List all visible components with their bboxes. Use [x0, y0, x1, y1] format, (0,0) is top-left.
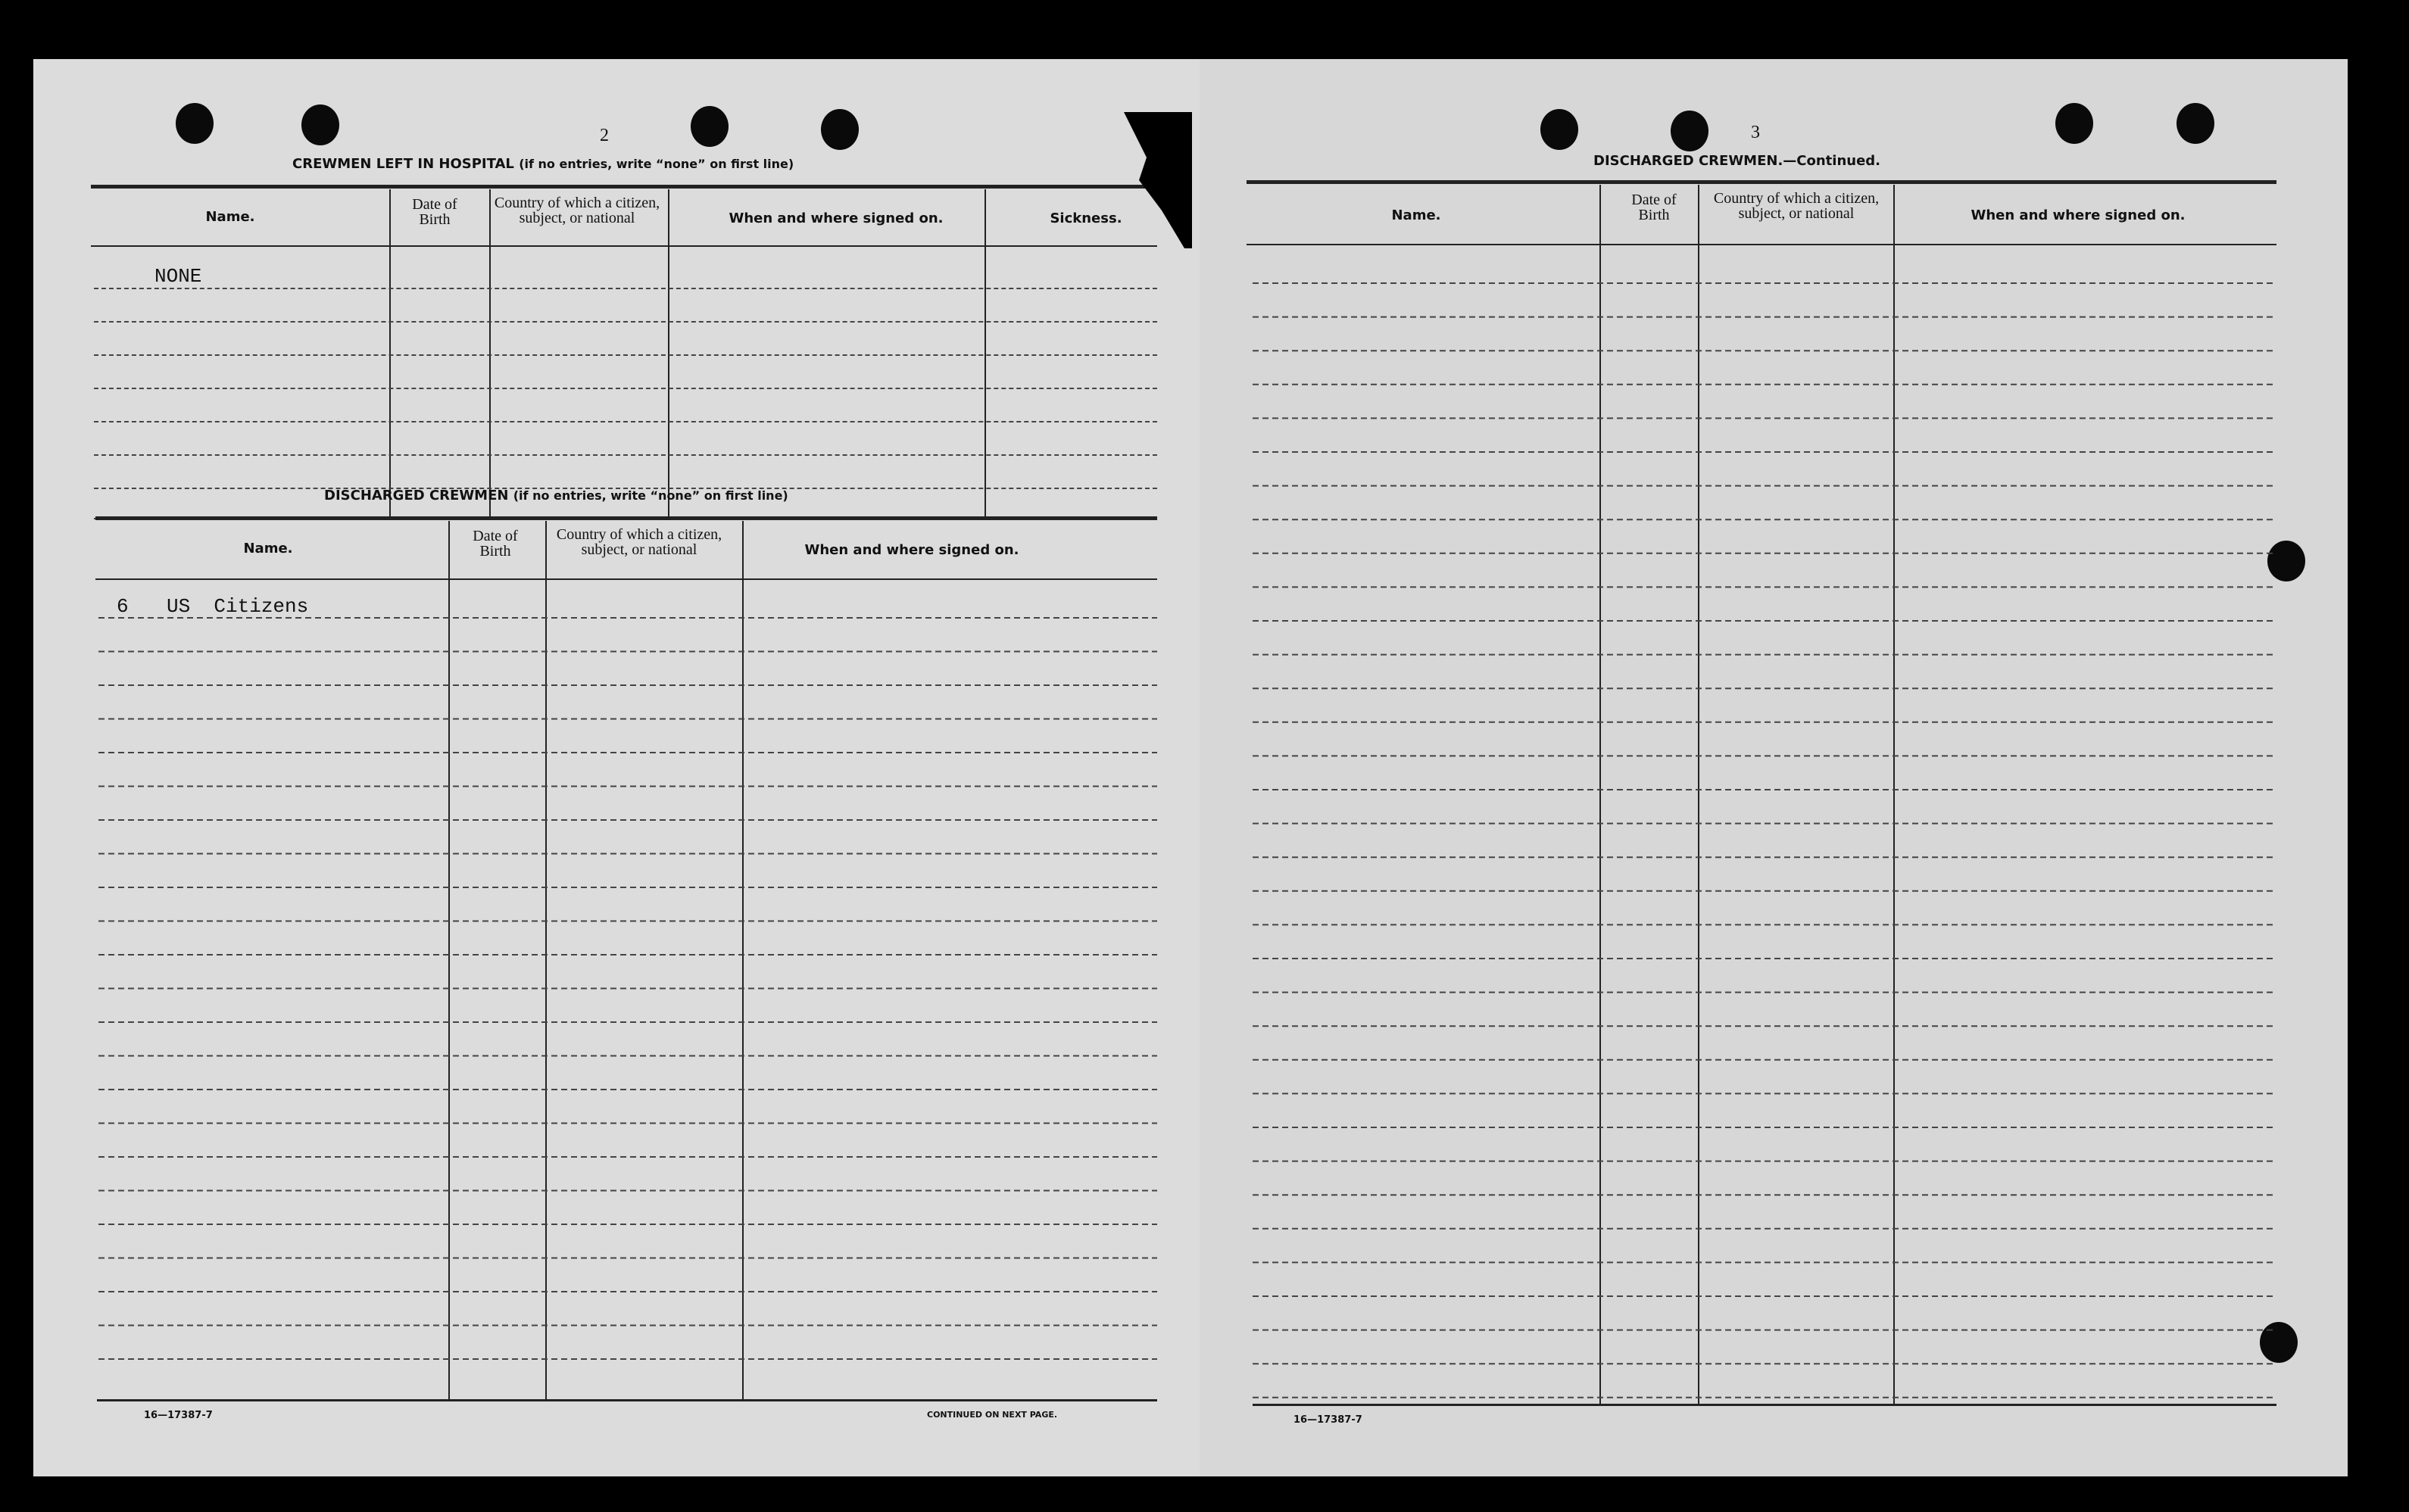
- discharged-instruction: (if no entries, write “none” on first line): [513, 488, 788, 503]
- column-header-name: Name.: [243, 541, 293, 556]
- continued-note: CONTINUED ON NEXT PAGE.: [927, 1410, 1058, 1420]
- form-number: 16—17387-7: [1293, 1414, 1362, 1426]
- column-header-name: Name.: [1391, 207, 1441, 223]
- column-header-signed-on: When and where signed on.: [729, 210, 944, 226]
- discharged-entry-lines: [33, 59, 1200, 1476]
- hospital-instruction: (if no entries, write “none” on first line): [519, 157, 794, 171]
- right-page: [1200, 59, 2348, 1476]
- column-header-date-of-birth: Date of Birth: [473, 528, 518, 560]
- left-page: [33, 59, 1200, 1476]
- column-header-date-of-birth: Date of Birth: [412, 196, 457, 228]
- hospital-entry: NONE: [154, 265, 202, 288]
- discharged-entry-count: 6: [117, 595, 129, 618]
- hospital-title-text: CREWMEN LEFT IN HOSPITAL: [292, 156, 514, 172]
- column-header-signed-on: When and where signed on.: [804, 542, 1019, 558]
- continued-entry-lines: [1200, 59, 2348, 1476]
- column-header-country: Country of which a citizen, subject, or national: [494, 195, 660, 226]
- discharged-continued-title: DISCHARGED CREWMEN.—Continued.: [1593, 153, 1881, 169]
- column-header-country: Country of which a citizen, subject, or national: [1713, 190, 1880, 222]
- discharged-title-text: DISCHARGED CREWMEN: [324, 488, 509, 503]
- bottom-rule: [1253, 1404, 2276, 1406]
- column-header-name: Name.: [205, 209, 255, 225]
- column-header-date-of-birth: Date of Birth: [1631, 192, 1677, 223]
- column-header-country: Country of which a citizen, subject, or national: [556, 526, 722, 558]
- page-number: 2: [600, 126, 609, 145]
- column-header-sickness: Sickness.: [1050, 210, 1122, 226]
- torn-edge: [1116, 112, 1192, 248]
- discharged-entry-text: US Citizens: [167, 595, 309, 618]
- form-number: 16—17387-7: [144, 1410, 213, 1421]
- column-header-signed-on: When and where signed on.: [1971, 207, 2186, 223]
- bottom-rule: [97, 1399, 1157, 1401]
- page-number: 3: [1751, 123, 1760, 142]
